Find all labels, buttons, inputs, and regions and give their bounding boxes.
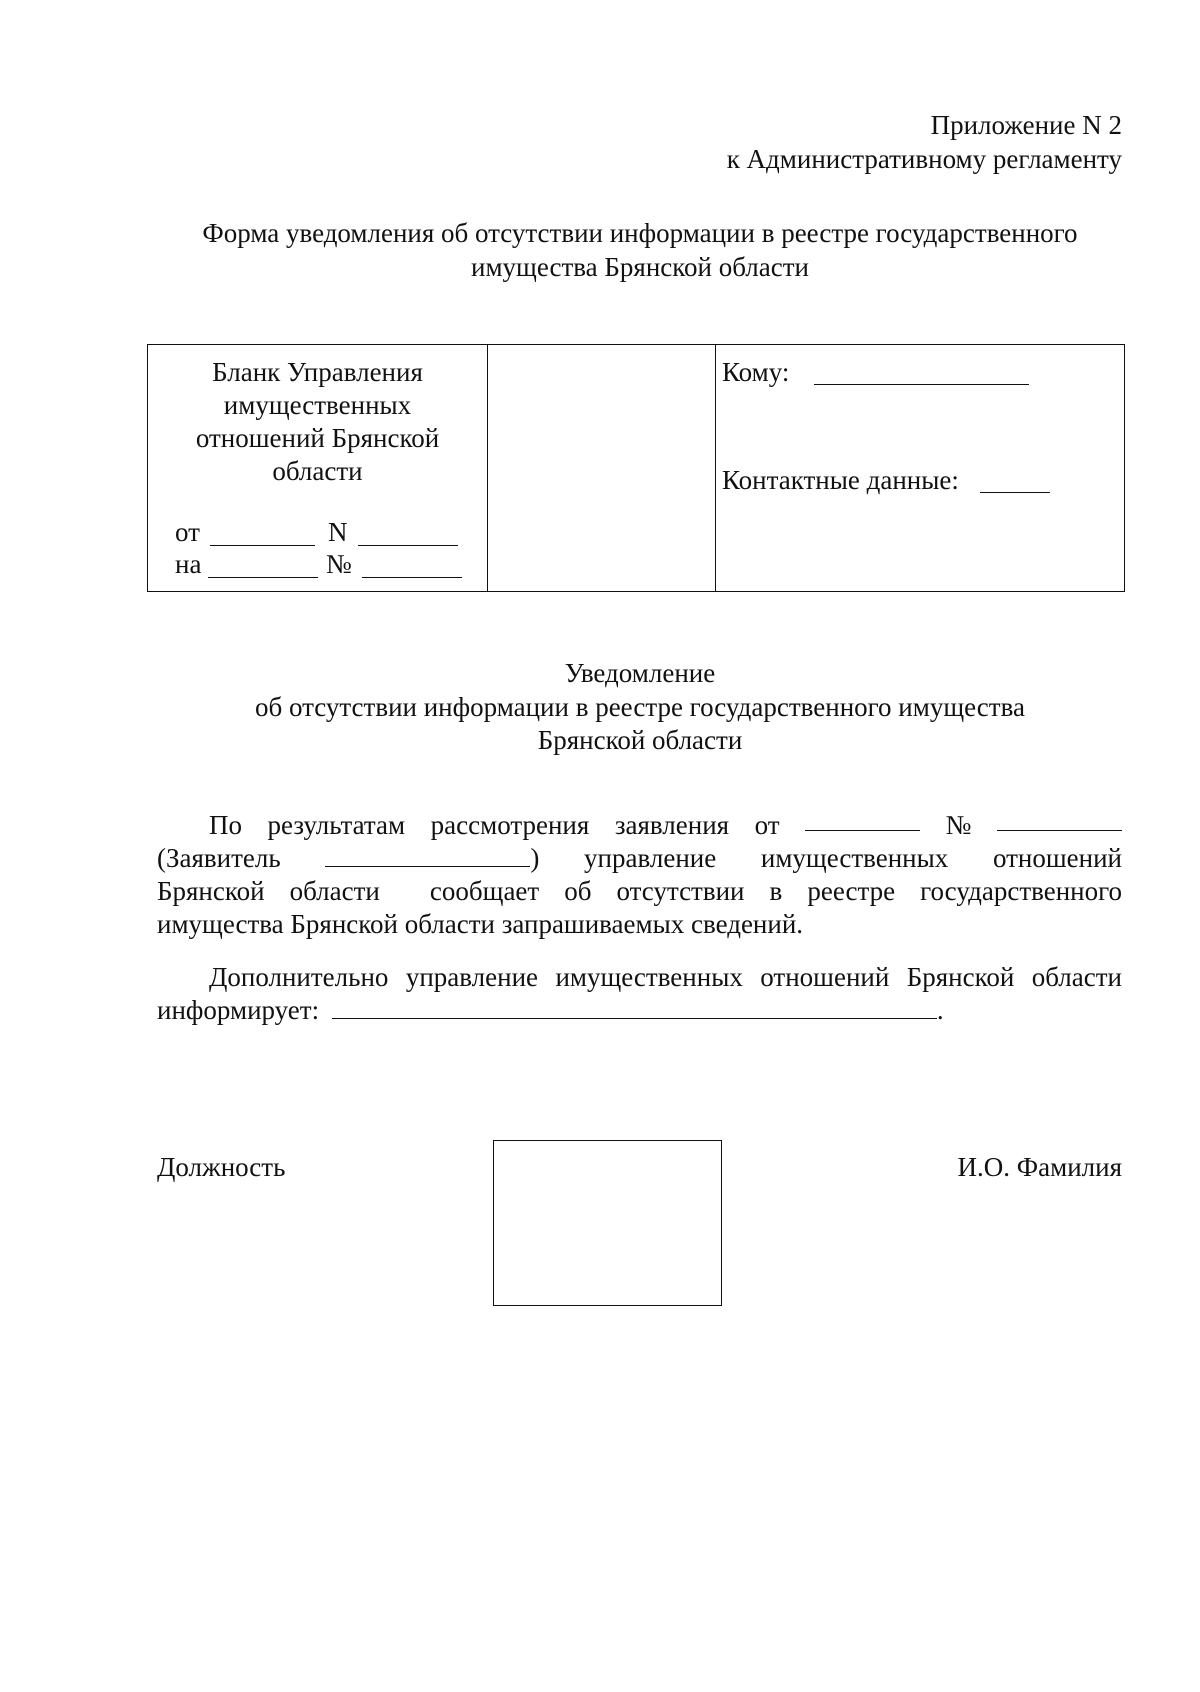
p1-l2-word-3: отношений	[992, 843, 1122, 873]
informs-end: .	[936, 995, 944, 1025]
blank-line-4: области	[272, 456, 363, 486]
additional-info-field[interactable]	[332, 996, 937, 1019]
signature-box	[493, 1140, 722, 1306]
header-table-divider-2	[715, 344, 716, 592]
p1-word-1: По	[209, 810, 242, 840]
paragraph-1-line-3: Брянской области сообщает об отсутствии в реестре государственного	[157, 876, 1122, 906]
paragraph-2-line-1: Дополнительно управление имущественных отношений Брянской области	[209, 962, 1122, 992]
no-field[interactable]	[362, 555, 462, 578]
n-label: N	[328, 517, 348, 547]
na-field[interactable]	[208, 555, 318, 578]
n-field[interactable]	[358, 523, 458, 546]
p1-word-2: результатам	[267, 810, 406, 840]
p1-applicant-close: )	[530, 843, 540, 873]
na-label: на	[175, 549, 202, 579]
ot-field[interactable]	[210, 523, 315, 546]
notice-title-line-2: об отсутствии информации в реестре государственного имущества	[255, 692, 1025, 722]
p1-word-4: заявления	[614, 810, 730, 840]
blank-line-1: Бланк Управления	[212, 357, 423, 387]
p1-no-label: №	[945, 810, 972, 840]
to-label: Кому:	[722, 357, 790, 387]
p1-l2-word-2: имущественных	[760, 843, 949, 873]
applicant-field[interactable]	[325, 844, 530, 867]
application-number-field[interactable]	[997, 808, 1122, 831]
to-field[interactable]	[814, 362, 1029, 385]
notice-title-line-3: Брянской области	[537, 725, 743, 755]
blank-line-3: отношений Брянской	[195, 423, 440, 453]
no-label: №	[326, 549, 352, 579]
p1-word-5: от	[754, 810, 780, 840]
p1-l2-word-1: управление	[584, 843, 717, 873]
paragraph-1-line-2	[157, 841, 1122, 875]
paragraph-1-line-1	[157, 808, 1122, 842]
notice-title-line-1: Уведомление	[564, 658, 716, 688]
header-table-divider-1	[487, 344, 488, 592]
position-label: Должность	[157, 1152, 286, 1182]
form-title-line-2: имущества Брянской области	[471, 252, 809, 282]
p1-applicant-label: (Заявитель	[157, 843, 281, 873]
informs-label: информирует:	[157, 995, 320, 1025]
appendix-line-1: Приложение N 2	[930, 110, 1122, 140]
form-title-line-1: Форма уведомления об отсутствии информации в реестре государственного	[202, 218, 1078, 248]
application-date-field[interactable]	[805, 808, 920, 831]
p1-word-3: рассмотрения	[430, 810, 590, 840]
name-label: И.О. Фамилия	[957, 1152, 1122, 1182]
blank-line-2: имущественных	[223, 390, 412, 420]
contacts-field[interactable]	[980, 470, 1050, 493]
paragraph-2-line-2	[157, 993, 1122, 1027]
ot-label: от	[175, 517, 200, 547]
contacts-label: Контактные данные:	[722, 465, 959, 495]
paragraph-1-line-4: имущества Брянской области запрашиваемых сведений.	[157, 909, 804, 939]
appendix-line-2: к Административному регламенту	[726, 144, 1122, 174]
